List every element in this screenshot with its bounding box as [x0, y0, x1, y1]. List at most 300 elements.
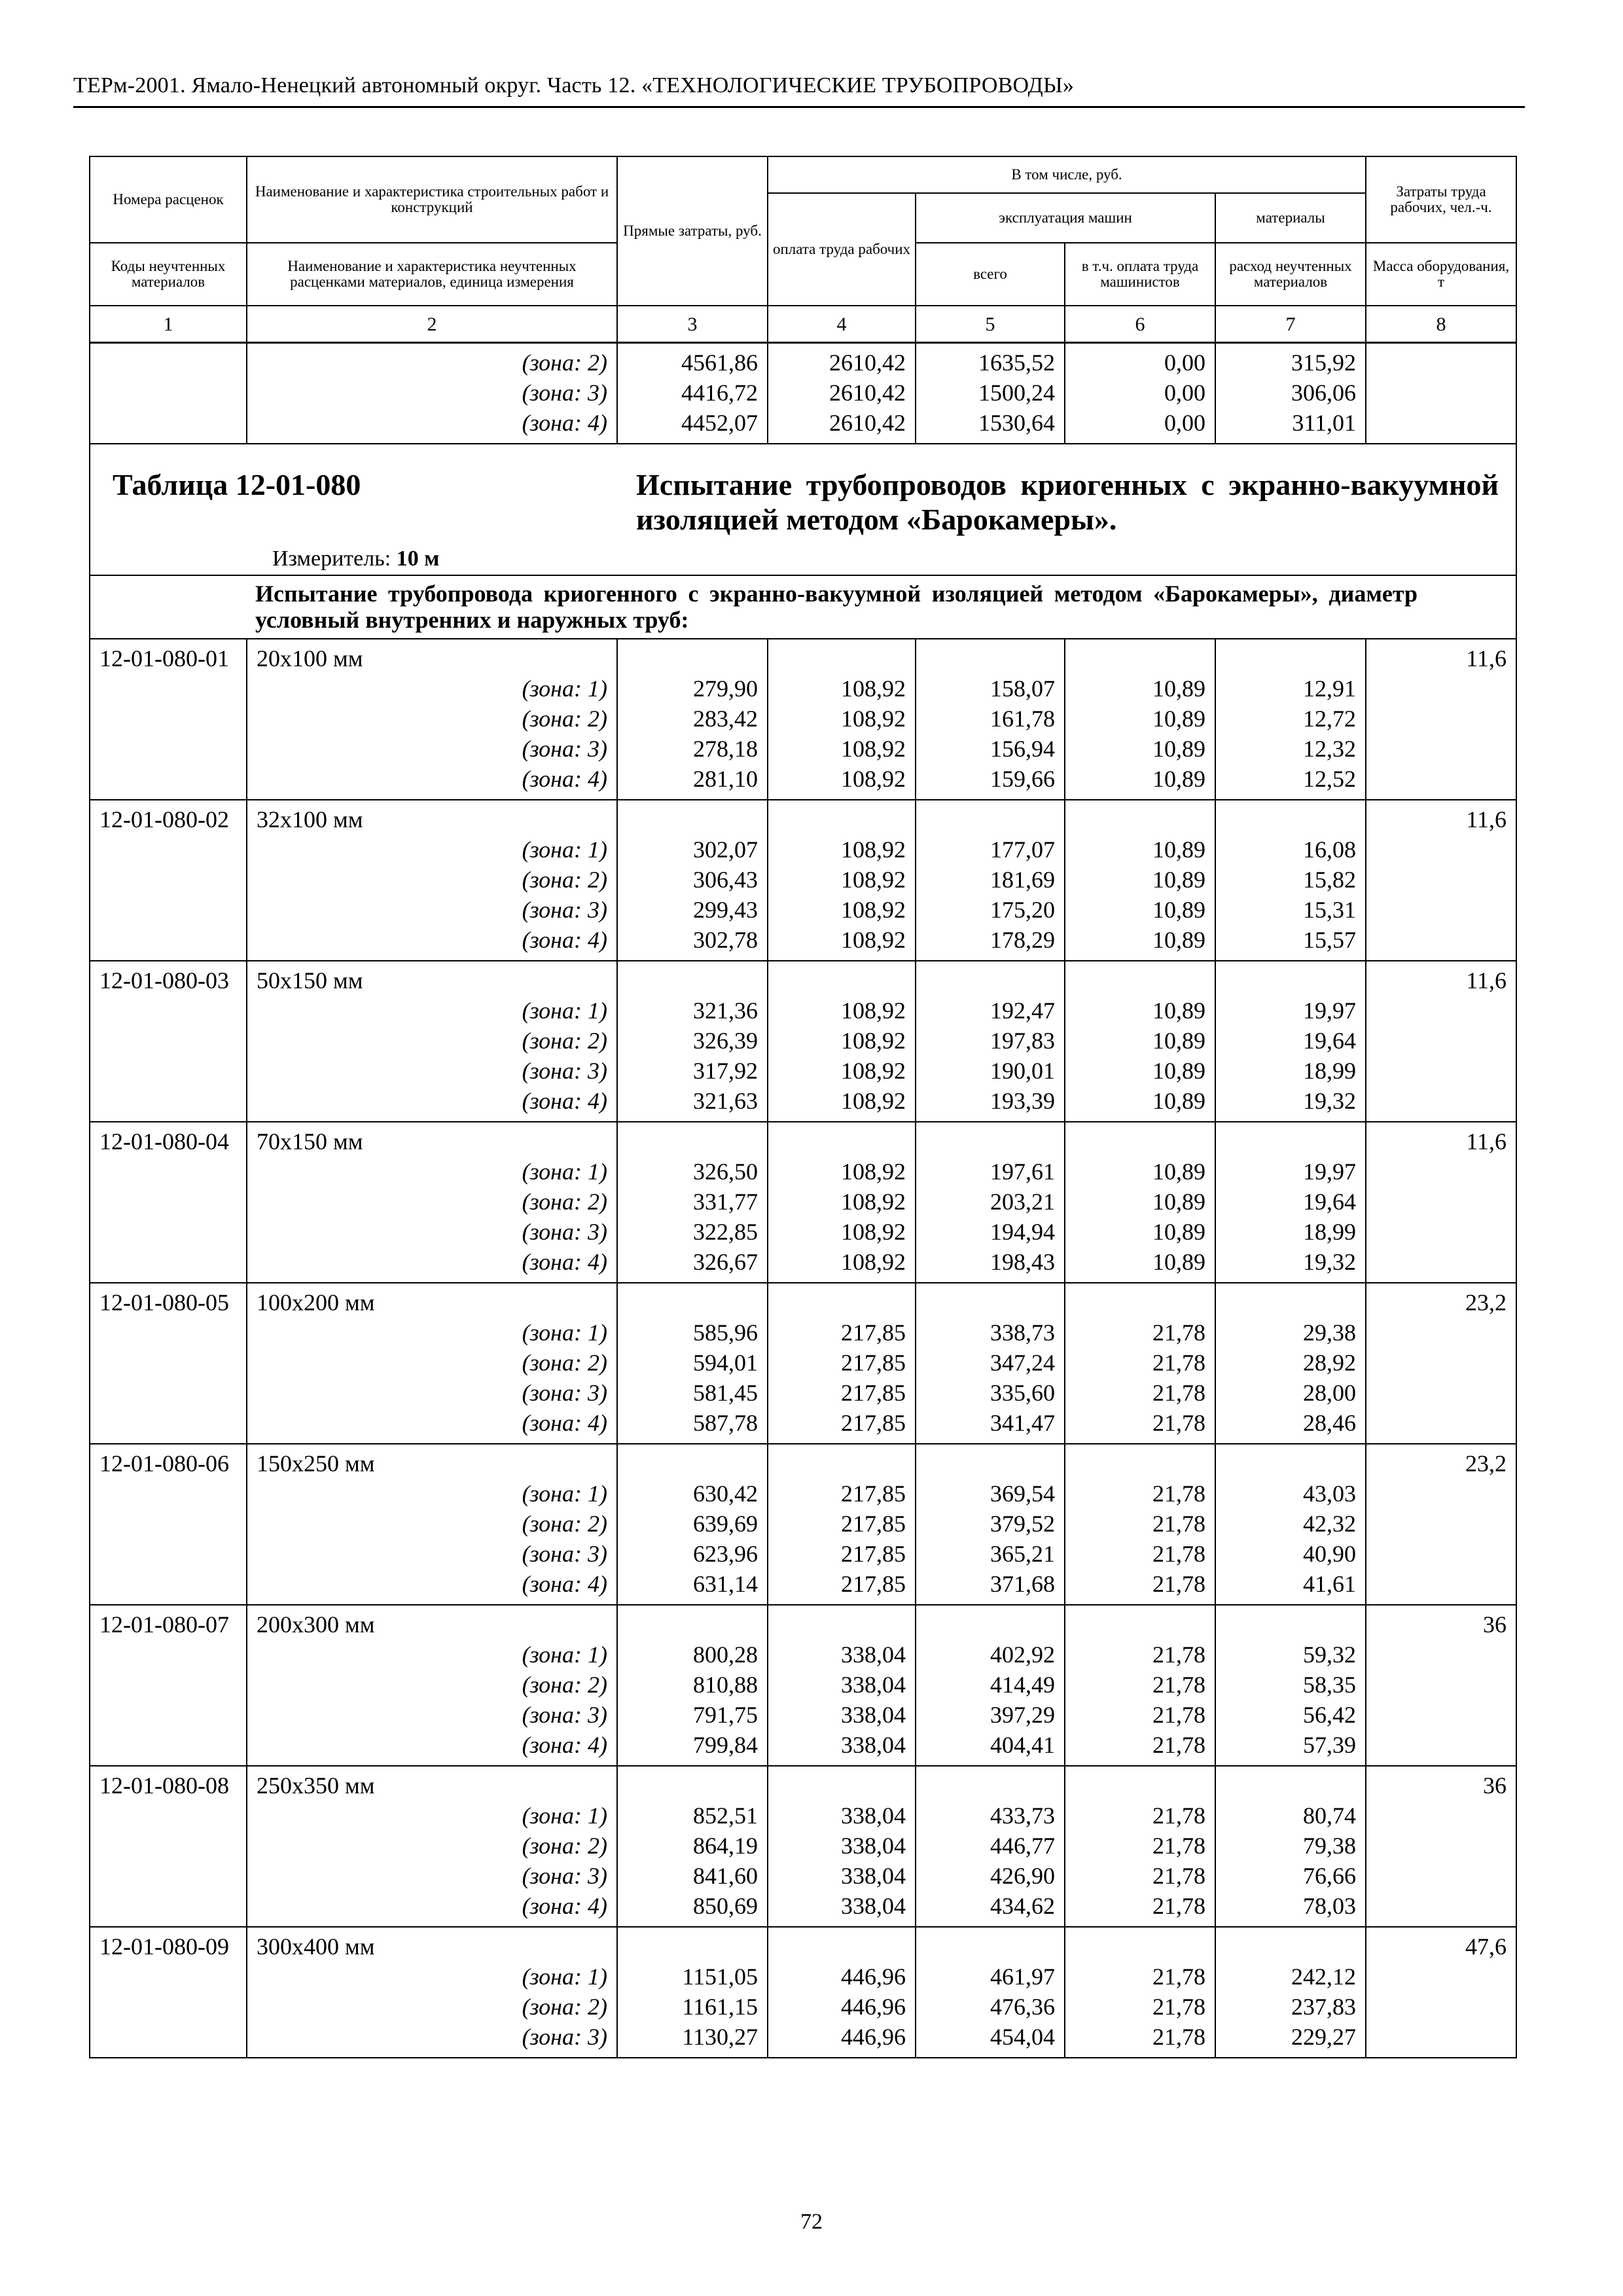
col-head-workers-pay: оплата труда рабочих	[768, 193, 916, 306]
value-cell	[916, 639, 1065, 800]
cost-value: 414,49	[990, 1672, 1055, 1698]
rate-code-cell	[90, 1122, 247, 1283]
rate-code: 12-01-080-02	[99, 806, 229, 833]
cost-value: 278,18	[693, 736, 758, 762]
value-cell	[768, 1283, 916, 1444]
cost-value: 581,45	[693, 1380, 758, 1407]
zone-label: (зона: 2)	[522, 1994, 607, 2020]
cost-value: 371,68	[990, 1571, 1055, 1598]
value-cell	[617, 1444, 768, 1605]
cost-value: 10,89	[1152, 927, 1205, 954]
table-title-row	[90, 444, 1516, 575]
rate-name-cell	[247, 1283, 617, 1444]
cost-value: 197,83	[990, 1028, 1055, 1054]
cost-value: 108,92	[841, 706, 906, 732]
cost-value: 181,69	[990, 867, 1055, 893]
cost-value: 78,03	[1303, 1893, 1357, 1920]
rate-code: 12-01-080-06	[99, 1450, 229, 1477]
zone-label: (зона: 4)	[522, 927, 607, 954]
zone-label: (зона: 3)	[522, 380, 607, 406]
cost-value: 10,89	[1152, 1028, 1205, 1054]
cost-value: 10,89	[1152, 1158, 1205, 1185]
cost-value: 21,78	[1152, 1511, 1205, 1537]
table-title-text: Испытание трубопроводов криогенных с экранно-вакуумной изоляцией методом «Барокамеры».	[636, 468, 1499, 536]
spacer	[777, 1770, 906, 1801]
labor-hours: 11,6	[1466, 967, 1507, 994]
value-cell	[1065, 1283, 1215, 1444]
cost-value: 76,66	[1303, 1863, 1357, 1890]
zone-label: (зона: 2)	[522, 1672, 607, 1698]
item-name: 300x400 мм	[257, 1933, 375, 1960]
cost-value: 341,47	[990, 1410, 1055, 1437]
value-cell	[1065, 1927, 1215, 2058]
column-number: 7	[1215, 306, 1366, 343]
cost-value: 198,43	[990, 1249, 1055, 1276]
col-head-total: всего	[916, 243, 1065, 306]
zone-label: (зона: 1)	[522, 1319, 607, 1346]
cost-value: 281,10	[693, 766, 758, 793]
rate-name-cell	[247, 800, 617, 961]
spacer	[777, 1609, 906, 1640]
cost-value: 158,07	[990, 675, 1055, 702]
cost-value: 306,06	[1291, 380, 1357, 406]
cost-value: 0,00	[1164, 350, 1205, 376]
spacer	[1075, 1126, 1205, 1157]
zone-label: (зона: 2)	[522, 706, 607, 732]
spacer	[777, 1287, 906, 1318]
rate-name-cell	[247, 1927, 617, 2058]
value-cell	[617, 1766, 768, 1927]
value-cell	[1215, 639, 1366, 800]
cost-value: 2610,42	[829, 350, 906, 376]
value-cell	[768, 961, 916, 1122]
spacer	[925, 643, 1055, 673]
cost-value: 217,85	[841, 1480, 906, 1507]
value-cell	[1065, 1122, 1215, 1283]
cost-value: 108,92	[841, 1189, 906, 1215]
spacer	[627, 643, 758, 673]
col-head-equipment-mass: Масса оборудования, т	[1366, 243, 1516, 306]
cost-value: 434,62	[990, 1893, 1055, 1920]
cost-value: 28,46	[1303, 1410, 1357, 1437]
value-cell	[768, 800, 916, 961]
cost-value: 192,47	[990, 997, 1055, 1024]
zone-label: (зона: 1)	[522, 1641, 607, 1668]
spacer	[1225, 1287, 1356, 1318]
value-cell	[1215, 1605, 1366, 1766]
cost-value: 217,85	[841, 1319, 906, 1346]
rate-name-cell	[247, 1444, 617, 1605]
value-cell	[768, 639, 916, 800]
cost-value: 1130,27	[682, 2024, 758, 2051]
col-head-name-unaccounted: Наименование и характеристика неучтенных расценками материалов, единица измерения	[247, 243, 617, 306]
spacer	[627, 1609, 758, 1640]
spacer	[777, 643, 906, 673]
cost-value: 454,04	[990, 2024, 1055, 2051]
spacer	[777, 1126, 906, 1157]
rate-name-cell	[247, 1605, 617, 1766]
cost-value: 331,77	[693, 1189, 758, 1215]
value-cell	[1215, 1444, 1366, 1605]
cost-value: 21,78	[1152, 1571, 1205, 1598]
cost-value: 21,78	[1152, 1480, 1205, 1507]
rate-code-cell	[90, 961, 247, 1122]
rate-code: 12-01-080-08	[99, 1772, 229, 1799]
spacer	[925, 1126, 1055, 1157]
zone-label: (зона: 1)	[522, 675, 607, 702]
cost-value: 594,01	[693, 1350, 758, 1376]
rate-item-block	[90, 800, 1516, 961]
column-number: 4	[768, 306, 916, 343]
value-cell	[617, 1605, 768, 1766]
cost-value: 108,92	[841, 1219, 906, 1246]
value-cell	[768, 1927, 916, 2058]
cost-value: 79,38	[1303, 1833, 1357, 1859]
cost-value: 229,27	[1291, 2024, 1357, 2051]
spacer	[925, 1931, 1055, 1962]
cost-value: 461,97	[990, 1964, 1055, 1990]
item-name: 32x100 мм	[257, 806, 363, 833]
item-name: 20x100 мм	[257, 645, 363, 672]
column-number: 3	[617, 306, 768, 343]
cost-value: 338,04	[841, 1672, 906, 1698]
value-cell	[1065, 343, 1215, 444]
cost-value: 446,96	[841, 1964, 906, 1990]
cost-value: 299,43	[693, 897, 758, 924]
cost-value: 203,21	[990, 1189, 1055, 1215]
rate-code-cell	[90, 800, 247, 961]
value-cell	[617, 1122, 768, 1283]
value-cell	[916, 1927, 1065, 2058]
cost-value: 59,32	[1303, 1641, 1357, 1668]
cost-value: 108,92	[841, 997, 906, 1024]
value-cell	[916, 1605, 1065, 1766]
spacer	[627, 965, 758, 996]
item-name: 200x300 мм	[257, 1611, 375, 1638]
cost-value: 365,21	[990, 1541, 1055, 1568]
cost-value: 21,78	[1152, 1672, 1205, 1698]
cost-value: 193,39	[990, 1088, 1055, 1115]
spacer	[925, 965, 1055, 996]
cost-value: 335,60	[990, 1380, 1055, 1407]
zone-label: (зона: 1)	[522, 1480, 607, 1507]
zone-label: (зона: 3)	[522, 1863, 607, 1890]
spacer	[1225, 1126, 1356, 1157]
spacer	[1225, 643, 1356, 673]
rate-code-cell	[90, 343, 247, 444]
cost-value: 19,64	[1303, 1028, 1357, 1054]
rate-name-cell	[247, 343, 617, 444]
spacer	[1225, 1448, 1356, 1479]
labor-cell	[1366, 961, 1516, 1122]
spacer	[925, 1448, 1055, 1479]
section-row	[90, 575, 1516, 639]
table-number: Таблица 12-01-080	[113, 468, 361, 501]
zone-label: (зона: 3)	[522, 897, 607, 924]
labor-cell	[1366, 1283, 1516, 1444]
cost-value: 19,64	[1303, 1189, 1357, 1215]
cost-value: 56,42	[1303, 1702, 1357, 1729]
cost-value: 338,04	[841, 1732, 906, 1759]
zone-label: (зона: 4)	[522, 1732, 607, 1759]
cost-value: 306,43	[693, 867, 758, 893]
zone-label: (зона: 4)	[522, 1410, 607, 1437]
cost-value: 80,74	[1303, 1803, 1357, 1829]
cost-value: 1635,52	[978, 350, 1055, 376]
rate-code-cell	[90, 1927, 247, 2058]
rate-item-block	[90, 639, 1516, 800]
cost-value: 476,36	[990, 1994, 1055, 2020]
value-cell	[916, 343, 1065, 444]
rate-code: 12-01-080-03	[99, 967, 229, 994]
col-head-machines: эксплуатация машин	[916, 193, 1215, 243]
measure-unit-value: 10 м	[396, 546, 440, 571]
cost-value: 159,66	[990, 766, 1055, 793]
value-cell	[1065, 639, 1215, 800]
cost-value: 326,39	[693, 1028, 758, 1054]
item-name: 70x150 мм	[257, 1128, 363, 1155]
cost-value: 10,89	[1152, 867, 1205, 893]
cost-value: 21,78	[1152, 1641, 1205, 1668]
measure-unit-label: Измеритель:	[272, 546, 391, 571]
spacer	[1225, 1770, 1356, 1801]
cost-value: 799,84	[693, 1732, 758, 1759]
cost-value: 369,54	[990, 1480, 1055, 1507]
cost-value: 639,69	[693, 1511, 758, 1537]
cost-value: 1151,05	[682, 1964, 758, 1990]
value-cell	[1065, 1605, 1215, 1766]
cost-value: 10,89	[1152, 997, 1205, 1024]
cost-value: 108,92	[841, 1249, 906, 1276]
cost-value: 21,78	[1152, 1702, 1205, 1729]
column-number: 6	[1065, 306, 1215, 343]
col-head-name: Наименование и характеристика строительных работ и конструкций	[247, 156, 617, 243]
cost-value: 178,29	[990, 927, 1055, 954]
labor-cell	[1366, 343, 1516, 444]
zone-label: (зона: 3)	[522, 1541, 607, 1568]
spacer	[925, 1770, 1055, 1801]
value-cell	[1215, 1927, 1366, 2058]
zone-label: (зона: 1)	[522, 1158, 607, 1185]
cost-value: 0,00	[1164, 410, 1205, 436]
rate-code-cell	[90, 1283, 247, 1444]
cost-value: 279,90	[693, 675, 758, 702]
value-cell	[768, 1605, 916, 1766]
zone-label: (зона: 2)	[522, 1833, 607, 1859]
cost-value: 41,61	[1303, 1571, 1357, 1598]
col-head-labor: Затраты труда рабочих, чел.-ч.	[1366, 156, 1516, 243]
value-cell	[916, 1283, 1065, 1444]
cost-value: 433,73	[990, 1803, 1055, 1829]
spacer	[627, 804, 758, 834]
spacer	[925, 1287, 1055, 1318]
rate-code-cell	[90, 1766, 247, 1927]
cost-value: 585,96	[693, 1319, 758, 1346]
cost-value: 19,32	[1303, 1088, 1357, 1115]
cost-value: 21,78	[1152, 1732, 1205, 1759]
cost-value: 19,32	[1303, 1249, 1357, 1276]
value-cell	[1215, 961, 1366, 1122]
cost-value: 379,52	[990, 1511, 1055, 1537]
cost-value: 631,14	[693, 1571, 758, 1598]
labor-cell	[1366, 1927, 1516, 2058]
zone-label: (зона: 2)	[522, 1350, 607, 1376]
rate-code: 12-01-080-05	[99, 1289, 229, 1316]
cost-value: 12,32	[1303, 736, 1357, 762]
cost-value: 28,92	[1303, 1350, 1357, 1376]
page-number: 72	[800, 2210, 823, 2234]
cost-value: 108,92	[841, 1088, 906, 1115]
cost-value: 21,78	[1152, 1380, 1205, 1407]
carryover-block	[90, 343, 1516, 444]
cost-value: 42,32	[1303, 1511, 1357, 1537]
cost-value: 21,78	[1152, 2024, 1205, 2051]
zone-label: (зона: 1)	[522, 836, 607, 863]
cost-value: 338,73	[990, 1319, 1055, 1346]
cost-value: 4452,07	[681, 410, 758, 436]
cost-value: 2610,42	[829, 380, 906, 406]
measure-unit	[107, 547, 1499, 571]
cost-value: 197,61	[990, 1158, 1055, 1185]
value-cell	[916, 1122, 1065, 1283]
col-head-direct: Прямые затраты, руб.	[617, 156, 768, 306]
cost-value: 10,89	[1152, 836, 1205, 863]
cost-value: 852,51	[693, 1803, 758, 1829]
cost-value: 21,78	[1152, 1833, 1205, 1859]
cost-value: 397,29	[990, 1702, 1055, 1729]
col-head-incl-operators: в т.ч. оплата труда машинистов	[1065, 243, 1215, 306]
item-name: 50x150 мм	[257, 967, 363, 994]
running-title: ТЕРм-2001. Ямало-Ненецкий автономный округ. Часть 12. «ТЕХНОЛОГИЧЕСКИЕ ТРУБОПРОВОДЫ»	[73, 73, 1075, 98]
cost-value: 10,89	[1152, 1189, 1205, 1215]
cost-value: 108,92	[841, 897, 906, 924]
zone-label: (зона: 1)	[522, 1964, 607, 1990]
cost-value: 217,85	[841, 1380, 906, 1407]
cost-value: 237,83	[1291, 1994, 1357, 2020]
column-number: 1	[90, 306, 247, 343]
zone-label: (зона: 3)	[522, 1380, 607, 1407]
rate-item-block	[90, 1283, 1516, 1444]
rate-item-block	[90, 961, 1516, 1122]
cost-value: 446,77	[990, 1833, 1055, 1859]
cost-value: 791,75	[693, 1702, 758, 1729]
zone-label: (зона: 3)	[522, 2024, 607, 2051]
cost-value: 321,63	[693, 1088, 758, 1115]
col-head-unaccounted-use: расход неучтенных материалов	[1215, 243, 1366, 306]
rate-name-cell	[247, 1122, 617, 1283]
cost-value: 108,92	[841, 867, 906, 893]
col-head-in-total: В том числе, руб.	[768, 156, 1366, 193]
labor-cell	[1366, 800, 1516, 961]
labor-cell	[1366, 1122, 1516, 1283]
labor-hours: 23,2	[1465, 1289, 1507, 1316]
labor-hours: 36	[1483, 1611, 1507, 1638]
value-cell	[617, 1283, 768, 1444]
item-name: 150x250 мм	[257, 1450, 375, 1477]
cost-value: 10,89	[1152, 736, 1205, 762]
cost-value: 28,00	[1303, 1380, 1357, 1407]
spacer	[777, 1448, 906, 1479]
cost-value: 338,04	[841, 1833, 906, 1859]
value-cell	[617, 1927, 768, 2058]
value-cell	[916, 1444, 1065, 1605]
rate-code: 12-01-080-04	[99, 1128, 229, 1155]
zone-label: (зона: 4)	[522, 410, 607, 436]
zone-label: (зона: 3)	[522, 736, 607, 762]
value-cell	[768, 1444, 916, 1605]
labor-hours: 23,2	[1465, 1450, 1507, 1477]
spacer	[1075, 1448, 1205, 1479]
cost-value: 623,96	[693, 1541, 758, 1568]
value-cell	[1215, 343, 1366, 444]
zone-label: (зона: 2)	[522, 350, 607, 376]
zone-label: (зона: 4)	[522, 1088, 607, 1115]
rate-item-block	[90, 1766, 1516, 1927]
cost-value: 10,89	[1152, 766, 1205, 793]
labor-cell	[1366, 639, 1516, 800]
cost-value: 19,97	[1303, 1158, 1357, 1185]
cost-value: 841,60	[693, 1863, 758, 1890]
cost-value: 10,89	[1152, 897, 1205, 924]
spacer	[627, 1287, 758, 1318]
cost-value: 800,28	[693, 1641, 758, 1668]
table-title	[107, 468, 1499, 537]
spacer	[627, 1126, 758, 1157]
cost-value: 108,92	[841, 675, 906, 702]
zone-label: (зона: 4)	[522, 766, 607, 793]
value-cell	[1065, 961, 1215, 1122]
cost-value: 18,99	[1303, 1219, 1357, 1246]
cost-value: 4561,86	[681, 350, 758, 376]
rates-table	[89, 156, 1517, 2058]
value-cell	[617, 961, 768, 1122]
cost-value: 217,85	[841, 1541, 906, 1568]
value-cell	[617, 343, 768, 444]
cost-value: 317,92	[693, 1058, 758, 1085]
cost-value: 326,67	[693, 1249, 758, 1276]
value-cell	[1215, 1283, 1366, 1444]
cost-value: 10,89	[1152, 1249, 1205, 1276]
rate-name-cell	[247, 639, 617, 800]
cost-value: 108,92	[841, 836, 906, 863]
cost-value: 315,92	[1291, 350, 1357, 376]
rate-code: 12-01-080-07	[99, 1611, 229, 1638]
cost-value: 21,78	[1152, 1541, 1205, 1568]
rate-item-block	[90, 1444, 1516, 1605]
value-cell	[617, 800, 768, 961]
cost-value: 1500,24	[978, 380, 1055, 406]
cost-value: 630,42	[693, 1480, 758, 1507]
zone-label: (зона: 4)	[522, 1893, 607, 1920]
value-cell	[768, 1122, 916, 1283]
value-cell	[768, 1766, 916, 1927]
cost-value: 21,78	[1152, 1893, 1205, 1920]
cost-value: 21,78	[1152, 1863, 1205, 1890]
value-cell	[1065, 800, 1215, 961]
spacer	[1075, 643, 1205, 673]
cost-value: 18,99	[1303, 1058, 1357, 1085]
cost-value: 108,92	[841, 1028, 906, 1054]
zone-label: (зона: 3)	[522, 1702, 607, 1729]
cost-value: 21,78	[1152, 1350, 1205, 1376]
spacer	[627, 1931, 758, 1962]
spacer	[1225, 1931, 1356, 1962]
cost-value: 10,89	[1152, 1088, 1205, 1115]
labor-hours: 11,6	[1466, 806, 1507, 833]
spacer	[1075, 965, 1205, 996]
cost-value: 4416,72	[681, 380, 758, 406]
cost-value: 322,85	[693, 1219, 758, 1246]
